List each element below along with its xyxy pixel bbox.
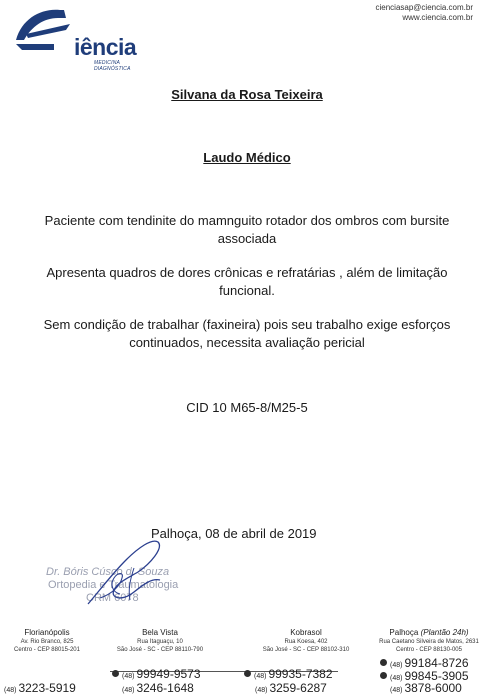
unit-address: Rua Caetano Silveira de Matos, 2631 [379,639,479,645]
paragraph-line: Paciente com tendinite do mamnguito rotador dos ombros com bursite [44,213,450,228]
phone-number: 3223-5919 [18,681,76,695]
phone-ddd: (48) [122,687,135,694]
unit-city: Kobrasol [290,628,322,637]
unit-palhoca [366,627,492,654]
phone-bela-vista-whatsapp[interactable] [112,667,201,681]
phone-florianopolis[interactable] [4,681,76,695]
phone-ddd: (48) [255,687,268,694]
unit-kobrasol [250,627,362,654]
phone-kobrasol-whatsapp[interactable] [244,667,333,681]
paragraph-symptoms [0,264,494,300]
paragraph-line: Apresenta quadros de dores crônicas e refratárias , além de limitação [46,265,448,280]
patient-name: Silvana da Rosa Teixeira [171,87,323,102]
phone-number: 3878-6000 [404,681,462,695]
contact-website[interactable]: www.ciencia.com.br [402,13,473,22]
document-title: Laudo Médico [203,150,291,165]
whatsapp-icon [244,670,251,677]
phone-ddd: (48) [4,687,17,694]
phone-ddd: (48) [390,675,403,682]
unit-address-cep: Centro - CEP 88130-005 [396,647,462,653]
handwritten-signature [60,520,210,610]
phone-palhoca[interactable] [390,681,462,695]
unit-city-name: Palhoça [389,628,419,637]
cid-code: CID 10 M65-8/M25-5 [186,400,308,415]
stamp-specialty: Ortopedia e Traumatologia [48,579,179,591]
phone-number: 99184-8726 [404,656,469,670]
unit-city [366,627,492,638]
phone-ddd: (48) [390,662,403,669]
whatsapp-icon [112,670,119,677]
header-contact [376,3,474,23]
paragraph-line: associada [217,231,277,246]
paragraph-line: Sem condição de trabalhar (faxineira) pois seu trabalho exige esforços [43,317,451,332]
phone-number: 99949-9573 [136,667,201,681]
paragraph-diagnosis [0,212,494,248]
phone-number: 3246-1648 [136,681,194,695]
unit-address: Rua Itaguaçu, 10 [137,639,183,645]
paragraph-line: funcional. [219,283,275,298]
unit-florianopolis [4,627,90,654]
stamp-doctor-name: Dr. Bóris Cúsco d. Souza [46,566,170,578]
phone-number: 3259-6287 [269,681,327,695]
unit-address-cep: São José - SC - CEP 88110-790 [116,647,204,653]
logo-wordmark: iência [74,34,137,60]
phone-kobrasol[interactable] [255,681,327,695]
paragraph-line: continuados, necessita avaliação pericial [129,335,365,350]
ciencia-logo [14,6,154,72]
place-date: Palhoça, 08 de abril de 2019 [151,526,317,541]
unit-city-note: (Plantão 24h) [420,628,469,637]
unit-address-cep: Centro - CEP 88015-201 [14,647,80,653]
whatsapp-icon [380,659,387,666]
unit-city: Florianópolis [24,628,70,637]
stamp-crm: CRM 6078 [86,592,139,604]
unit-address-cep: São José - SC - CEP 88102-310 [262,647,350,653]
whatsapp-icon [380,672,387,679]
paragraph-work-capacity [0,316,494,352]
unit-city: Bela Vista [142,628,178,637]
phone-ddd: (48) [390,687,403,694]
phone-ddd: (48) [122,673,135,680]
phone-bela-vista[interactable] [122,681,194,695]
logo-subtitle: MEDICINA DIAGNÓSTICA [94,60,131,72]
phone-number: 99935-7382 [268,667,333,681]
phone-palhoca-whatsapp-1[interactable] [380,656,469,670]
phone-number: 99845-3905 [404,669,469,683]
unit-bela-vista [106,627,214,654]
unit-address: Rua Koesa, 402 [284,639,328,645]
unit-address: Av. Rio Branco, 825 [20,639,74,645]
phone-ddd: (48) [254,673,267,680]
contact-email[interactable]: cienciasap@ciencia.com.br [375,3,473,12]
